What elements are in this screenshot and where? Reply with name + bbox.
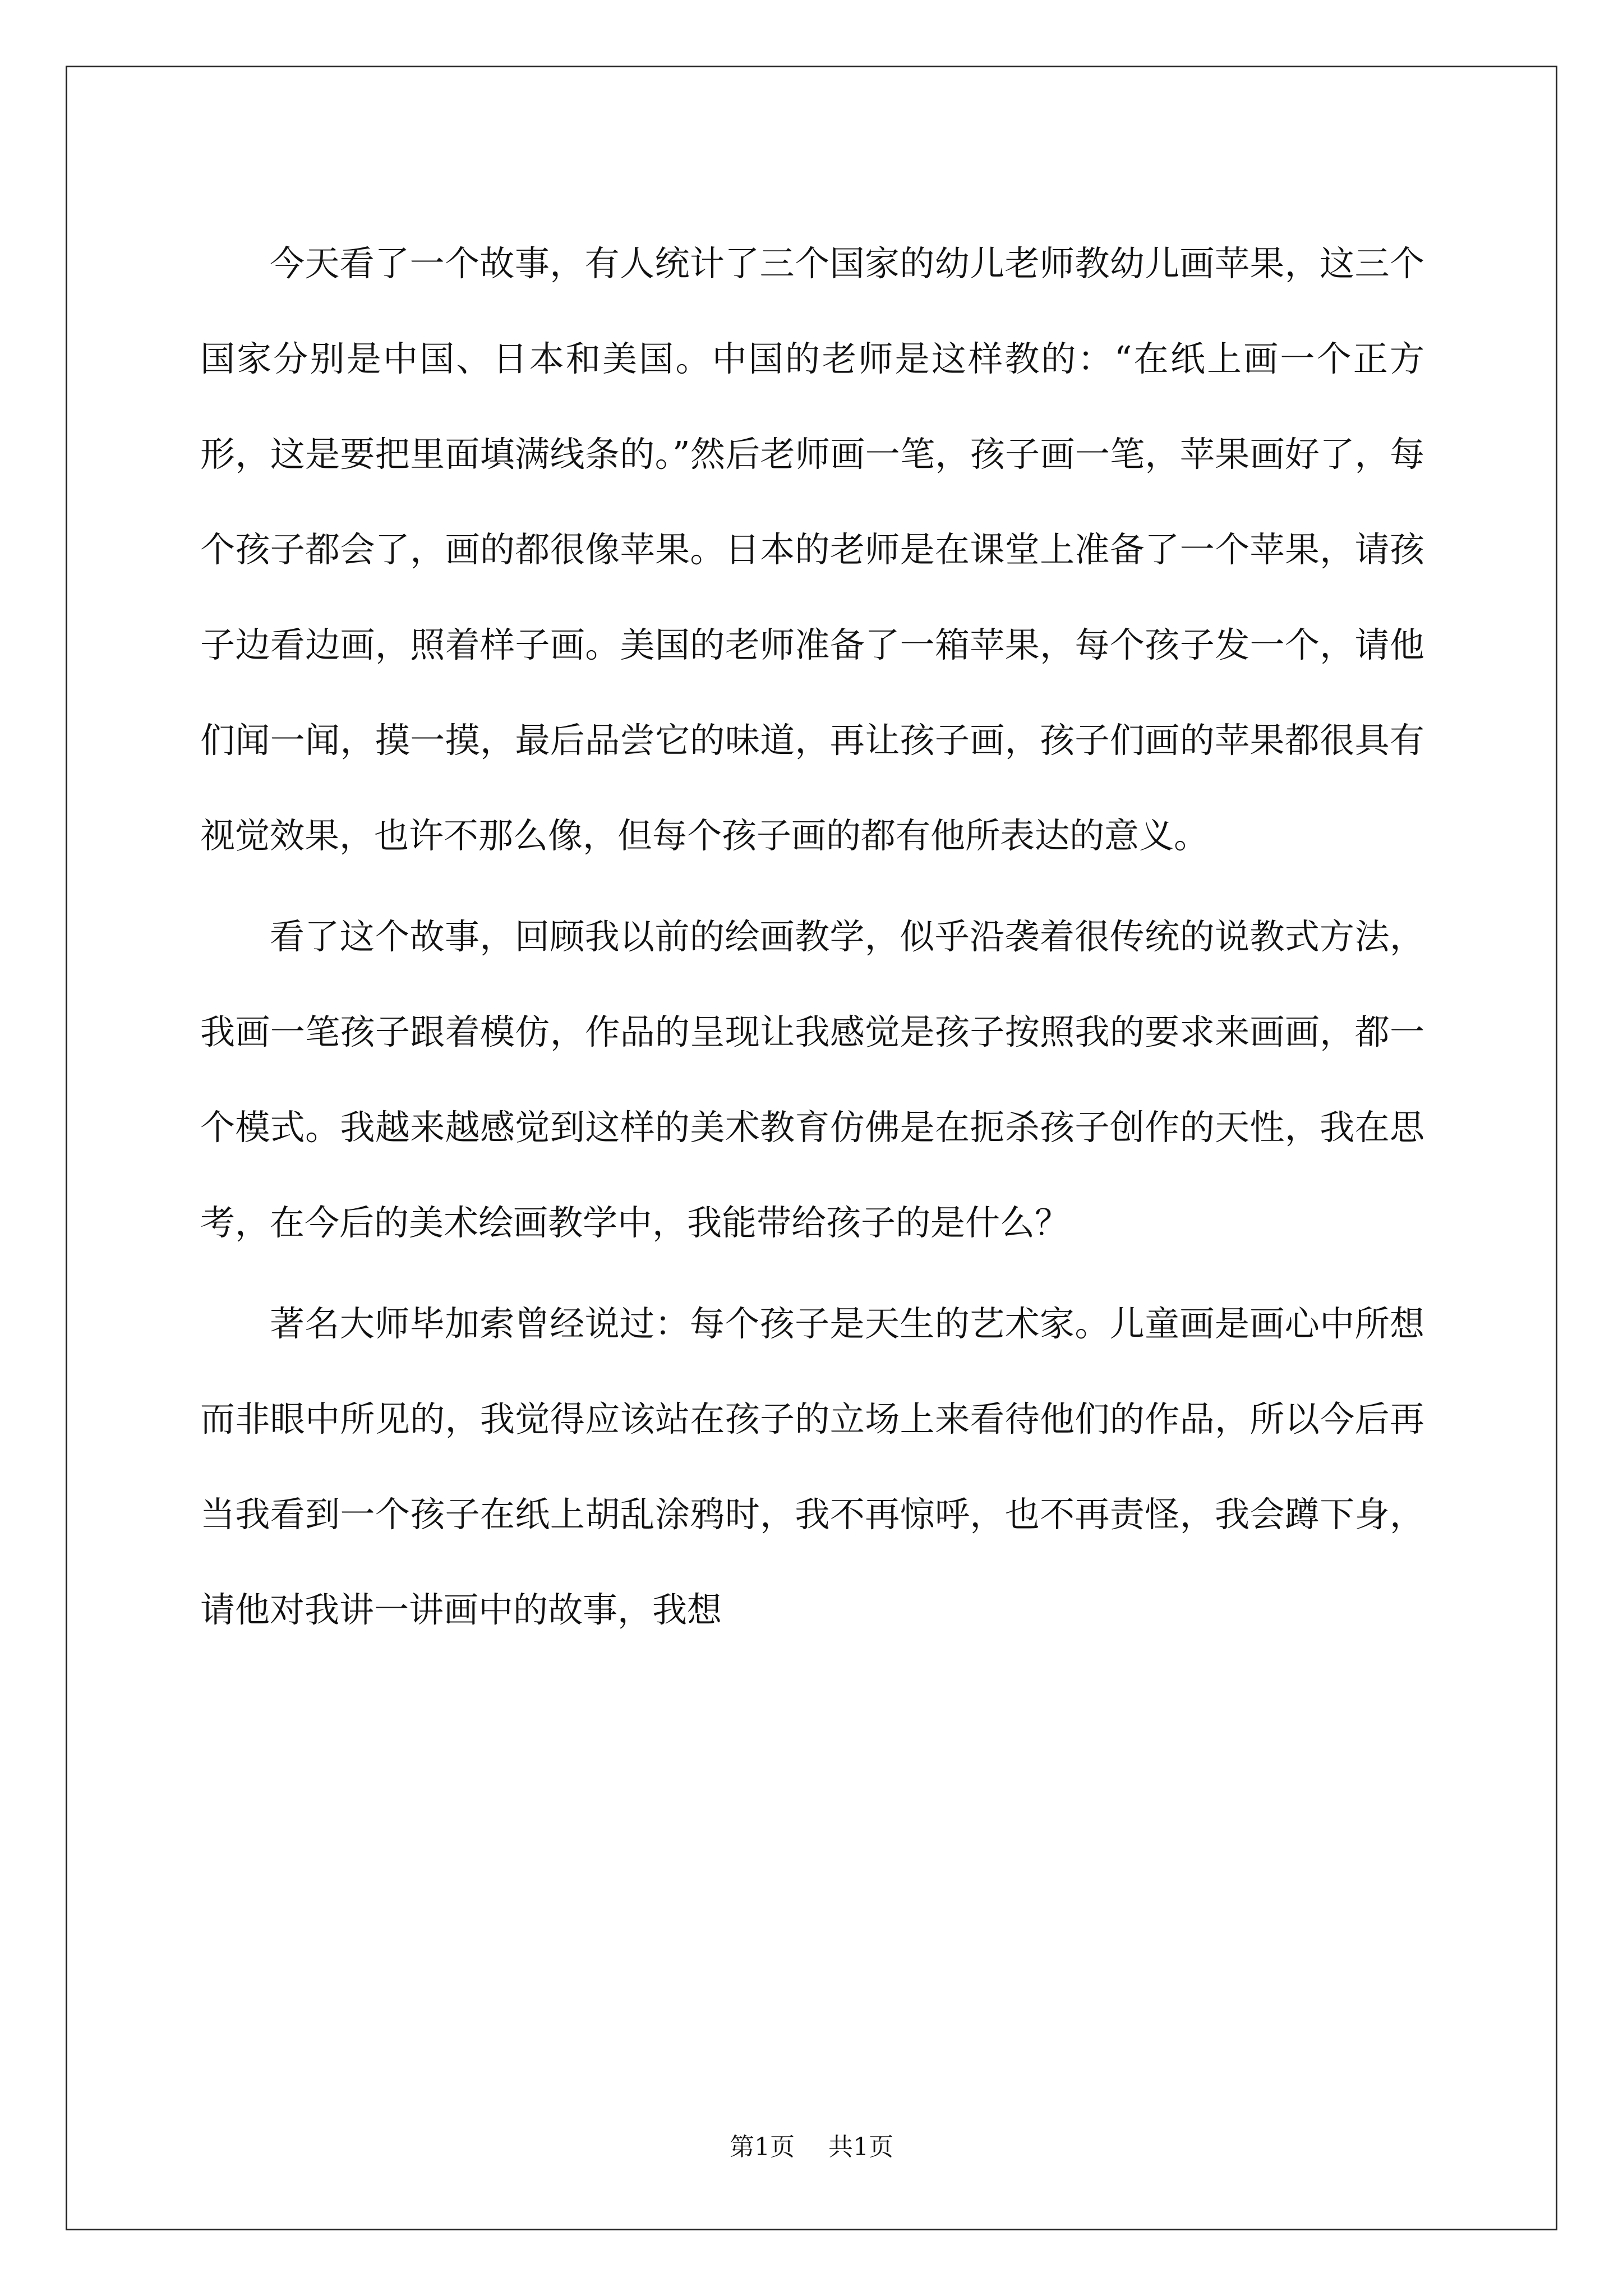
paragraph: 看了这个故事，回顾我以前的绘画教学，似乎沿袭着很传统的说教式方法，我画一笔孩子跟着模仿，作品的呈现让我感觉是孩子按照我的要求来画画，都一个模式。我越来越感觉到这样的美术教育仿佛是在扼杀孩子创作的天性，我在思考，在今后的美术绘画教学中，我能带给孩子的是什么？ [200, 916, 1424, 1243]
page-total: 共1页 [828, 2133, 893, 2161]
page-number: 第1页 [730, 2133, 795, 2161]
paragraph: 今天看了一个故事，有人统计了三个国家的幼儿老师教幼儿画苹果，这三个国家分别是中国、日本和美国。中国的老师是这样教的：“在纸上画一个正方形，这是要把里面填满线条的。”然后老师画一笔，孩子画一笔，苹果画好了，每个孩子都会了，画的都很像苹果。日本的老师是在课堂上准备了一个苹果，请孩子边看边画，照着样子画。美国的老师准备了一箱苹果，每个孩子发一个，请他们闻一闻，摸一摸，最后品尝它的味道，再让孩子画，孩子们画的苹果都很具有视觉效果，也许不那么像，但每个孩子画的都有他所表达的意义。 [200, 243, 1424, 856]
paragraph: 著名大师毕加索曾经说过：每个孩子是天生的艺术家。儿童画是画心中所想而非眼中所见的，我觉得应该站在孩子的立场上来看待他们的作品，所以今后再当我看到一个孩子在纸上胡乱涂鸦时，我不再惊呼，也不再责怪，我会蹲下身，请他对我讲一讲画中的故事，我想 [200, 1303, 1424, 1630]
page-footer [0, 2131, 1623, 2164]
document-body [200, 216, 1424, 1658]
